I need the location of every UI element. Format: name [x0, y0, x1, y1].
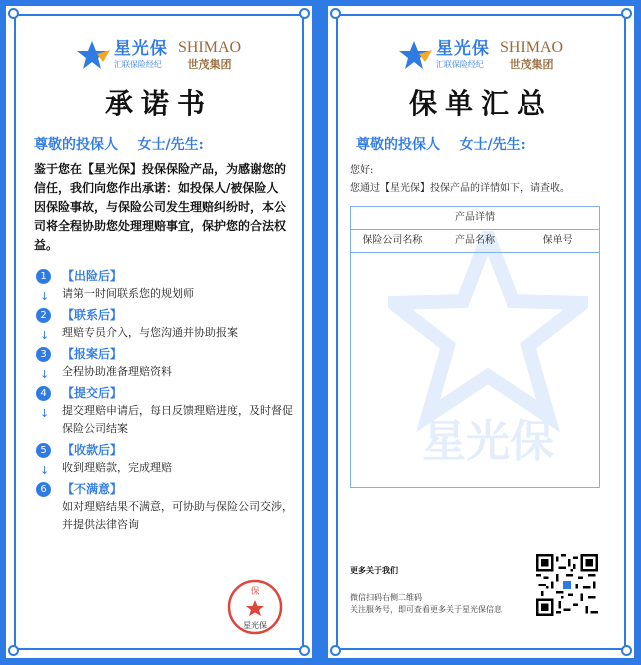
- down-arrow-icon: ↓: [40, 290, 50, 303]
- step-description: 全程协助准备理赔资料: [62, 365, 172, 378]
- greeting-block: [350, 162, 570, 198]
- brand-name: 星光保: [435, 39, 490, 59]
- star-logo-icon: [77, 40, 111, 70]
- frame-corner: [330, 8, 341, 19]
- frame-corner: [299, 8, 310, 19]
- brand-name: 星光保: [113, 39, 168, 59]
- table-column-headers: [351, 230, 599, 253]
- step-number-badge: 3: [36, 347, 51, 362]
- claim-steps: [36, 268, 296, 538]
- shimao-logo: [178, 40, 241, 70]
- column-product: 产品名称: [455, 235, 495, 246]
- frame-corner: [330, 645, 341, 656]
- seal-top-text: 保: [250, 587, 260, 597]
- step-description: 理赔专员介入，与您沟通并协助报案: [62, 326, 238, 339]
- shimao-logo-text-en: SHIMAO: [499, 39, 564, 56]
- policy-summary-panel: [328, 6, 634, 658]
- step-title: 【报案后】: [62, 347, 123, 361]
- table-header: 产品详情: [351, 207, 599, 230]
- step-item: [36, 442, 296, 477]
- frame-corner: [8, 8, 19, 19]
- salutation: 尊敬的投保人 女士/先生:: [34, 137, 204, 153]
- commitment-intro: 鉴于您在【星光保】投保保险产品，为感谢您的信任，我们向您作出承诺：如投保人/被保险人因保险事故，与保险公司发生理赔纠纷时，本公司将全程协助您处理理赔事宜，保护您的合法权益。: [34, 162, 287, 252]
- frame-corner: [621, 645, 632, 656]
- down-arrow-icon: ↓: [40, 464, 50, 477]
- step-number-badge: 6: [36, 482, 51, 497]
- shimao-logo-text-cn: 世茂集团: [187, 58, 232, 71]
- frame-corner: [621, 8, 632, 19]
- shimao-logo-text-en: SHIMAO: [177, 39, 242, 56]
- product-details-table: [350, 206, 600, 488]
- greeting-text: 您通过【星光保】投保产品的详情如下，请查收。: [350, 183, 570, 194]
- brand-subtitle: 汇联保险经纪: [435, 60, 484, 69]
- wechat-qr-code[interactable]: [536, 554, 598, 616]
- more-about-us-desc: [350, 592, 502, 616]
- star-logo-icon: [399, 40, 433, 70]
- commitment-panel: [6, 6, 312, 658]
- step-item: [36, 268, 296, 303]
- follow-hint: 关注服务号，即可查看更多关于星光保信息: [350, 605, 502, 614]
- frame-corner: [299, 645, 310, 656]
- step-item: [36, 307, 296, 342]
- step-item: [36, 385, 296, 438]
- shimao-logo-text-cn: 世茂集团: [509, 58, 554, 71]
- more-about-us-title: 更多关于我们: [350, 565, 398, 575]
- xingguangbao-logo: [399, 40, 490, 70]
- step-description: 请第一时间联系您的规划师: [62, 287, 194, 300]
- column-policy-number: 保单号: [542, 235, 573, 246]
- greeting-label: 您好:: [350, 165, 374, 176]
- step-description: 如对理赔结果不满意，可协助与保险公司交涉，并提供法律咨询: [62, 500, 293, 531]
- step-number-badge: 1: [36, 269, 51, 284]
- watermark-text: 星光保: [422, 416, 554, 461]
- scan-hint: 微信扫码右侧二维码: [350, 593, 422, 602]
- frame-corner: [8, 645, 19, 656]
- logo-row: [328, 34, 634, 76]
- step-title: 【出险后】: [62, 269, 123, 283]
- step-title: 【不满意】: [62, 482, 123, 496]
- column-insurer: 保险公司名称: [362, 235, 423, 246]
- step-number-badge: 4: [36, 386, 51, 401]
- step-item: [36, 481, 296, 534]
- step-description: 收到理赔款，完成理赔: [62, 461, 172, 474]
- salutation: 尊敬的投保人 女士/先生:: [356, 137, 526, 153]
- step-description: 提交理赔申请后，每日反馈理赔进度，及时督促保险公司结案: [62, 404, 293, 435]
- shimao-logo: [500, 40, 563, 70]
- down-arrow-icon: ↓: [40, 329, 50, 342]
- step-number-badge: 2: [36, 308, 51, 323]
- company-seal-stamp: [226, 578, 284, 636]
- commitment-title: 承诺书: [104, 87, 213, 120]
- step-title: 【收款后】: [62, 443, 123, 457]
- logo-row: [6, 34, 312, 76]
- policy-summary-title: 保单汇总: [408, 87, 553, 120]
- step-number-badge: 5: [36, 443, 51, 458]
- down-arrow-icon: ↓: [40, 368, 50, 381]
- brand-subtitle: 汇联保险经纪: [113, 60, 162, 69]
- seal-center-text: 星光保: [243, 621, 267, 630]
- xingguangbao-logo: [77, 40, 168, 70]
- step-title: 【联系后】: [62, 308, 123, 322]
- step-item: [36, 346, 296, 381]
- down-arrow-icon: ↓: [40, 407, 50, 420]
- step-title: 【提交后】: [62, 386, 123, 400]
